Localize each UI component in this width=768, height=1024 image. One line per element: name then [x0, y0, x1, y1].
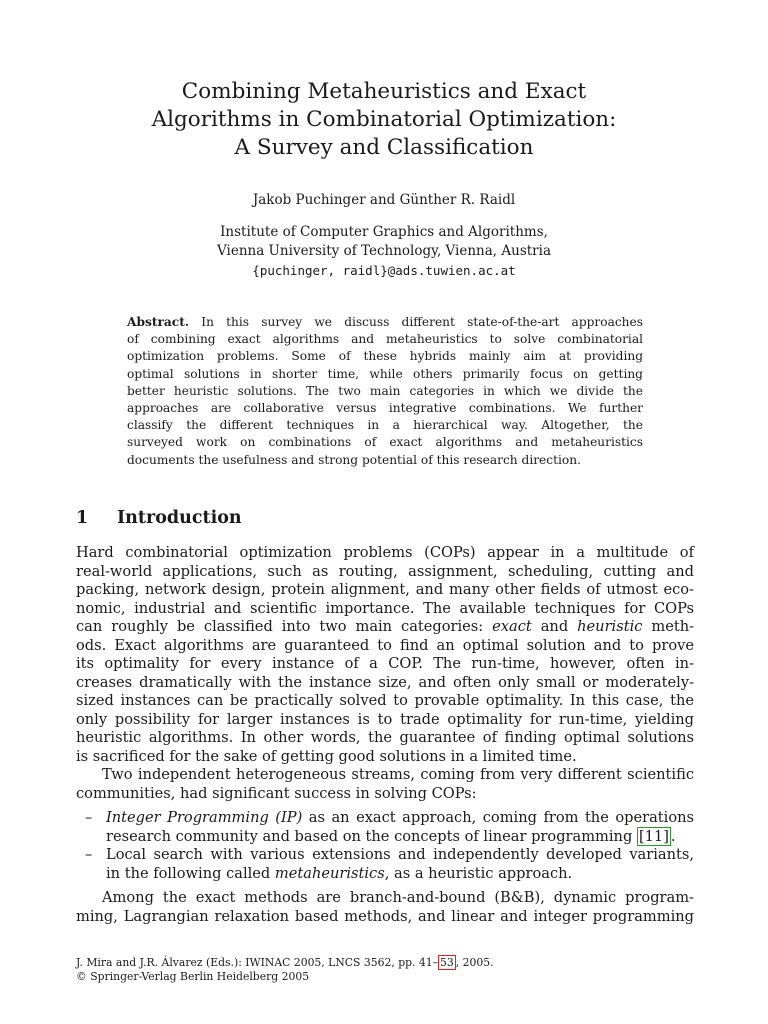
- abstract-line: of combining exact algorithms and metaheuristics to solve combinatorial: [127, 332, 643, 347]
- body-line: can roughly be classified into two main categories: exact and heuristic meth-: [76, 618, 695, 635]
- paper-title: [60, 78, 708, 162]
- term-heuristic: heuristic: [577, 618, 643, 635]
- footer-copyright: © Springer-Verlag Berlin Heidelberg 2005: [76, 970, 310, 983]
- abstract-line: surveyed work on combinations of exact algorithms and metaheuristics: [127, 435, 643, 450]
- section-body: [76, 544, 694, 926]
- body-line: ods. Exact algorithms are guaranteed to find an optimal solution and to prove: [76, 636, 694, 654]
- author-email: {puchinger, raidl}@ads.tuwien.ac.at: [252, 263, 516, 278]
- title-line-3: A Survey and Classification: [234, 135, 534, 160]
- abstract-line: documents the usefulness and strong potential of this research direction.: [127, 452, 581, 467]
- citation-link[interactable]: [11]: [638, 827, 669, 845]
- section-heading: [76, 507, 242, 529]
- body-line: ming, Lagrangian relaxation based methods, and linear and integer programming: [76, 907, 694, 925]
- abstract: [127, 314, 643, 469]
- abstract-line: better heuristic solutions. The two main categories in which we divide the: [127, 383, 643, 398]
- affiliation-line-1: Institute of Computer Graphics and Algorithms,: [220, 224, 548, 240]
- affiliation-line-2: Vienna University of Technology, Vienna, Austria: [217, 243, 551, 259]
- affiliation: [60, 223, 708, 280]
- body-line: only possibility for larger instances is to trade optimality for run-time, yielding: [76, 710, 694, 728]
- body-line: heuristic algorithms. In other words, the guarantee of finding optimal solutions: [76, 729, 694, 746]
- body-line: is sacrificed for the sake of getting good solutions in a limited time.: [76, 747, 577, 765]
- title-line-2: Algorithms in Combinatorial Optimization:: [151, 107, 617, 132]
- authors: Jakob Puchinger and Günther R. Raidl: [252, 192, 516, 208]
- section-title: Introduction: [117, 508, 242, 528]
- abstract-label: Abstract.: [127, 315, 190, 329]
- bullet-item: – Local search with various extensions and independently developed variants, in the following called metaheuristics, as a heuristic approach.: [85, 846, 694, 882]
- dash-bullet: –: [85, 809, 93, 826]
- abstract-line: optimization problems. Some of these hybrids mainly aim at providing: [127, 349, 643, 364]
- page-range-link[interactable]: 53: [440, 956, 454, 969]
- term-exact: exact: [492, 618, 532, 635]
- title-line-1: Combining Metaheuristics and Exact: [181, 79, 587, 104]
- abstract-line: classify the different techniques in a hierarchical way. Altogether, the: [127, 418, 643, 433]
- body-line: Two independent heterogeneous streams, coming from very different scientific: [102, 766, 694, 783]
- footer-citation: J. Mira and J.R. Álvarez (Eds.): IWINAC 2005, LNCS 3562, pp. 41– 53 , 2005.: [76, 956, 494, 969]
- body-line: sized instances can be practically solved to provable optimality. In this case, the: [76, 692, 694, 709]
- abstract-line: Abstract. In this survey we discuss different state-of-the-art approaches: [127, 315, 643, 329]
- body-line: real-world applications, such as routing, assignment, scheduling, cutting and: [76, 562, 694, 580]
- dash-bullet: –: [85, 846, 93, 863]
- body-line: communities, had significant success in solving COPs:: [76, 784, 477, 802]
- body-line: creases dramatically with the instance size, and often only small or moderately-: [76, 673, 694, 691]
- abstract-line: optimal solutions in shorter time, while others primarily focus on getting: [127, 366, 643, 381]
- abstract-line: approaches are collaborative versus integrative combinations. We further: [127, 401, 643, 416]
- body-line: its optimality for every instance of a COP. The run-time, however, often in-: [76, 655, 694, 672]
- bullet-item: – Integer Programming (IP) as an exact approach, coming from the operations research community and based on the concepts of linear programming [11] .: [85, 809, 694, 845]
- body-line: Among the exact methods are branch-and-bound (B&B), dynamic program-: [102, 889, 694, 906]
- body-line: nomic, industrial and scientific importance. The available techniques for COPs: [76, 599, 694, 617]
- footer: [76, 956, 696, 984]
- section-number: 1: [76, 508, 89, 528]
- body-line: Hard combinatorial optimization problems (COPs) appear in a multitude of: [76, 544, 694, 561]
- body-line: packing, network design, protein alignment, and many other fields of utmost eco-: [76, 581, 694, 598]
